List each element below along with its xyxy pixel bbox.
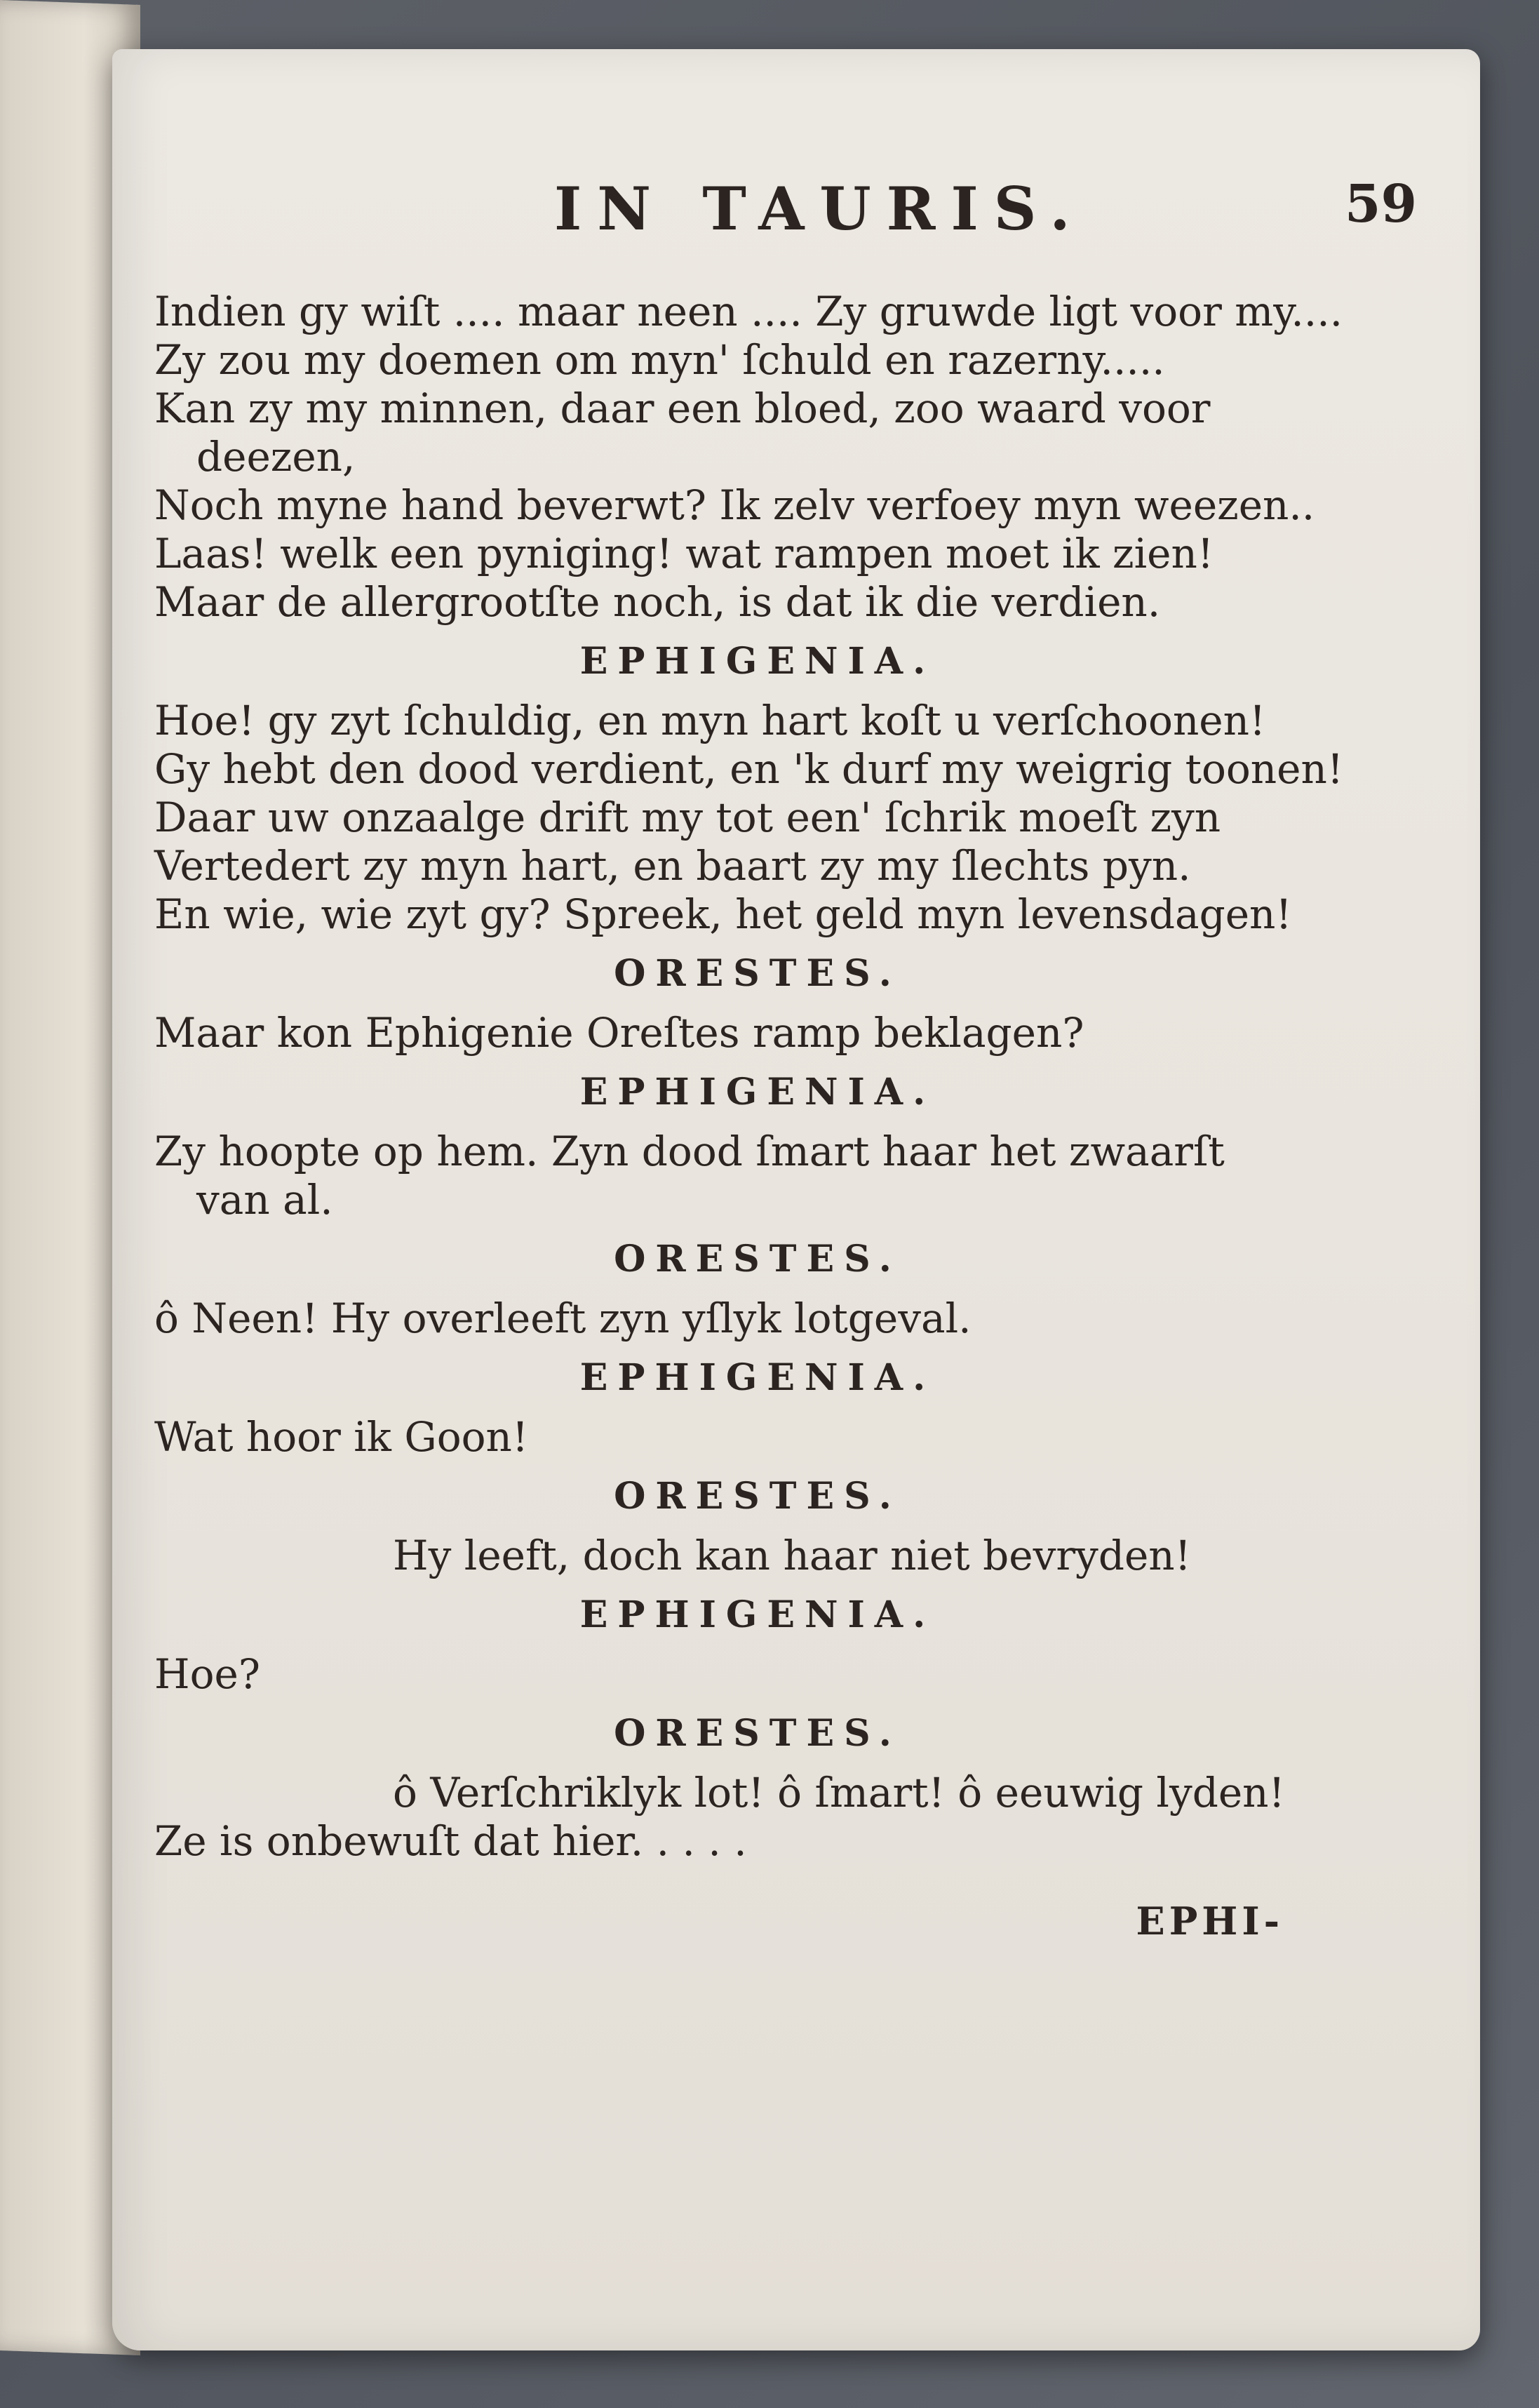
catchword: EPHI- [1136, 1899, 1284, 1944]
verse-line: Hy leeft, doch kan haar niet bevryden! [393, 1532, 1191, 1579]
verse-line: Noch myne hand beverwt? Ik zelv verfoey myn weezen.. [154, 481, 1315, 529]
verse-line: En wie, wie zyt gy? Spreek, het geld myn levensdagen! [154, 890, 1292, 938]
verse-line: Hoe! gy zyt ſchuldig, en myn hart koſt u verſchoonen! [154, 697, 1266, 744]
verse-line: Wat hoor ik Goon! [154, 1413, 529, 1461]
book-page [112, 49, 1480, 2350]
verse-line: Zy hoopte op hem. Zyn dood ſmart haar het zwaarſt [154, 1128, 1225, 1175]
verse-line: Gy hebt den dood verdient, en 'k durf my weigrig toonen! [154, 745, 1344, 793]
speaker-heading: EPHIGENIA. [579, 1356, 936, 1399]
speaker-heading: EPHIGENIA. [579, 1593, 936, 1636]
verse-line: Kan zy my minnen, daar een bloed, zoo waard voor [154, 384, 1211, 432]
speaker-heading: ORESTES. [614, 1238, 901, 1280]
running-head-title: IN TAURIS. [554, 174, 1086, 243]
verse-line: Maar de allergrootſte noch, is dat ik die verdien. [154, 578, 1161, 626]
verse-line: van al. [196, 1176, 333, 1224]
page-number: 59 [1345, 174, 1417, 234]
verse-line: deezen, [196, 433, 356, 481]
verse-line: Daar uw onzaalge drift my tot een' ſchrik moeſt zyn [154, 794, 1221, 841]
verse-line: Indien gy wiſt .... maar neen .... Zy gruwde ligt voor my.... [154, 288, 1343, 335]
speaker-heading: ORESTES. [614, 1712, 901, 1755]
verse-text [154, 288, 1361, 1866]
speaker-heading: EPHIGENIA. [579, 1071, 936, 1113]
verse-line: Zy zou my doemen om myn' ſchuld en razerny..... [154, 336, 1165, 384]
speaker-heading: EPHIGENIA. [579, 640, 936, 683]
verse-line: Ze is onbewuſt dat hier. . . . . [154, 1817, 747, 1865]
verse-line: Laas! welk een pyniging! wat rampen moet ik zien! [154, 530, 1214, 577]
verse-line: ô Verſchriklyk lot! ô ſmart! ô eeuwig lyden! [393, 1769, 1285, 1817]
running-head [435, 174, 1417, 258]
speaker-heading: ORESTES. [614, 1475, 901, 1518]
verse-line: Vertedert zy myn hart, en baart zy my ſlechts pyn. [154, 842, 1191, 890]
verse-line: Hoe? [154, 1650, 260, 1698]
speaker-heading: ORESTES. [614, 952, 901, 995]
verse-line: ô Neen! Hy overleeft zyn yſlyk lotgeval. [154, 1295, 972, 1342]
verse-line: Maar kon Ephigenie Oreſtes ramp beklagen? [154, 1009, 1084, 1057]
